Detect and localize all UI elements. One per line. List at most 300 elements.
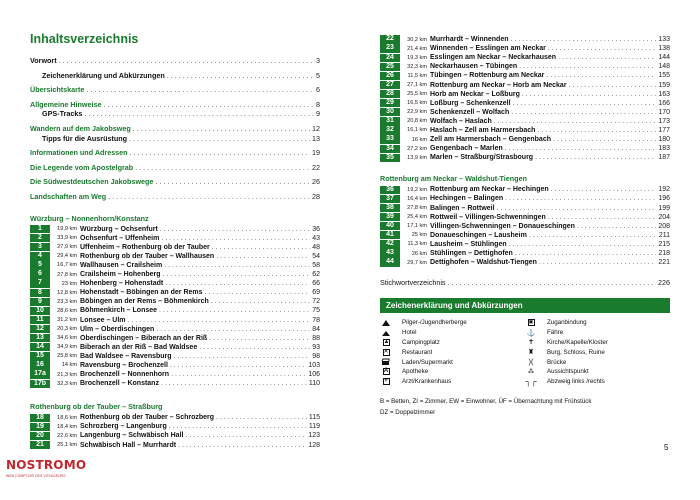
stage-number: 19 <box>30 423 50 431</box>
legend-item-label: Apotheke <box>402 368 429 376</box>
stage-row[interactable] <box>30 413 320 422</box>
stage-page: 43 <box>312 234 320 242</box>
stage-leader <box>159 307 310 314</box>
stage-page: 72 <box>312 298 320 306</box>
toc-entry[interactable] <box>30 192 320 202</box>
stage-row[interactable] <box>30 343 320 352</box>
stage-row[interactable] <box>380 194 670 203</box>
stage-leader <box>511 36 657 43</box>
pharmacy-icon: A <box>383 368 389 375</box>
legend-item <box>380 378 525 386</box>
stage-leader <box>211 298 310 305</box>
stage-distance: 27,2 km <box>407 145 427 152</box>
stage-distance: 34,6 km <box>57 335 77 342</box>
stage-route: Villingen-Schwenningen – Donaueschingen <box>430 222 575 230</box>
stage-route: Loßburg – Schenkenzell <box>430 99 511 107</box>
index-entry[interactable]: Stichwortverzeichnis . . . 226 <box>380 278 670 288</box>
legend-item <box>525 378 670 386</box>
toc-entry-label: Informationen und Adressen <box>30 148 128 158</box>
stage-row[interactable] <box>380 249 670 258</box>
stage-number: 24 <box>380 54 400 62</box>
stage-distance: 25,8 km <box>57 353 77 360</box>
stage-page: 123 <box>308 432 320 440</box>
stage-leader <box>161 235 310 242</box>
toc-entry-label: Vorwort <box>30 56 57 65</box>
stage-row[interactable] <box>380 35 670 44</box>
church-icon: ✝ <box>528 339 534 347</box>
legend-item <box>380 329 525 337</box>
legend-item <box>380 338 525 346</box>
stage-leader <box>539 259 656 266</box>
stage-distance: 29,4 km <box>57 253 77 260</box>
stage-distance: 23,3 km <box>57 298 77 305</box>
stage-leader <box>160 226 310 233</box>
stage-leader <box>548 214 657 221</box>
stage-distance: 33,9 km <box>57 235 77 242</box>
toc-leader <box>86 85 314 95</box>
stage-route: Oberdischingen – Biberach an der Riß <box>80 334 208 342</box>
stage-row[interactable] <box>380 258 670 267</box>
stage-route: Böbingen an der Rems – Böhmenkirch <box>80 298 209 306</box>
stage-page: 75 <box>312 307 320 315</box>
legend-item-label: Zuganbindung <box>547 319 587 327</box>
stage-leader <box>509 241 657 248</box>
stage-route: Ravensburg – Brochenzell <box>80 361 168 369</box>
stage-leader <box>169 423 307 430</box>
train-icon: ▣ <box>528 319 534 326</box>
stage-distance: 27,8 km <box>57 271 77 278</box>
stage-leader <box>164 262 310 269</box>
stage-leader <box>546 72 656 79</box>
stage-route: Stühlingen – Dettighofen <box>430 250 513 258</box>
stage-page: 133 <box>658 36 670 44</box>
stage-distance: 11,3 km <box>407 241 427 248</box>
stage-row[interactable] <box>380 144 670 153</box>
stage-row[interactable] <box>380 231 670 240</box>
toc-entry-page: 9 <box>316 109 320 119</box>
legend-notes <box>380 396 670 418</box>
toc-entry[interactable] <box>30 56 320 66</box>
stage-number: 20 <box>30 432 50 440</box>
stage-page: 98 <box>312 352 320 360</box>
stage-number: 2 <box>30 234 50 242</box>
stage-leader <box>205 289 311 296</box>
stage-number: 8 <box>30 289 50 297</box>
hotel-icon <box>380 329 392 337</box>
stage-number: 43 <box>380 249 400 257</box>
toc-entry[interactable] <box>30 109 320 119</box>
section-title-2: Rothenburg ob der Tauber – Straßburg <box>30 402 163 412</box>
stage-leader <box>529 232 657 239</box>
stage-row[interactable] <box>30 325 320 334</box>
stage-page: 36 <box>312 225 320 233</box>
stage-leader <box>185 432 306 439</box>
bridge-icon: )( <box>528 358 534 366</box>
stage-number: 3 <box>30 243 50 251</box>
toc-entry-label: Zeichenerklärung und Abkürzungen <box>42 70 165 80</box>
stage-leader <box>569 82 657 89</box>
stage-row[interactable] <box>30 306 320 315</box>
stage-row[interactable] <box>380 204 670 213</box>
stage-route: Brochenzell – Nonnenhorn <box>80 371 170 379</box>
stage-number: 40 <box>380 222 400 230</box>
stage-route: Esslingen am Neckar – Neckarhausen <box>430 54 557 62</box>
stage-row[interactable] <box>30 315 320 324</box>
stage-number: 17a <box>30 370 50 378</box>
toc-leader <box>84 109 314 119</box>
legend-item-label: Fähre <box>547 329 564 337</box>
stage-page: 170 <box>658 108 670 116</box>
stage-route: Böhmenkirch – Lonsee <box>80 307 158 315</box>
stage-row[interactable] <box>30 334 320 343</box>
toc-entry-label: Tipps für die Ausrüstung <box>42 133 128 143</box>
stage-route: Murrhardt – Winnenden <box>430 36 509 44</box>
right-column <box>380 35 670 418</box>
stage-distance: 13,9 km <box>407 154 427 161</box>
page-number: 5 <box>664 443 669 452</box>
stage-leader <box>170 362 306 369</box>
stage-route: Biberach an der Riß – Bad Waldsee <box>80 343 198 351</box>
legend-item <box>380 368 525 376</box>
stage-page: 66 <box>312 280 320 288</box>
stage-distance: 25,4 km <box>407 214 427 221</box>
stage-distance: 25,1 km <box>57 442 77 449</box>
stage-number: 16 <box>30 361 50 369</box>
turn-icon: ┐┌ <box>525 377 537 387</box>
stage-route: Rothenburg ob der Tauber – Schrozberg <box>80 414 215 422</box>
toc-leader <box>135 163 310 173</box>
stage-row[interactable] <box>380 53 670 62</box>
stage-page: 115 <box>308 414 320 422</box>
logo-word: NOSTROMO <box>6 458 87 472</box>
toc-entry[interactable] <box>30 71 320 81</box>
stage-number: 35 <box>380 154 400 162</box>
stage-distance: 31,2 km <box>57 317 77 324</box>
stage-number: 41 <box>380 231 400 239</box>
stage-route: Schrozberg – Langenburg <box>80 423 167 431</box>
toc-entry-page: 13 <box>312 133 320 143</box>
stage-row[interactable] <box>30 297 320 306</box>
stage-distance: 14 km <box>61 362 77 369</box>
toc-entry[interactable] <box>30 148 320 158</box>
stage-page: 138 <box>658 45 670 53</box>
campsite-icon: ▲ <box>383 338 390 345</box>
stage-route: Langenburg – Schwäbisch Hall <box>80 432 184 440</box>
stage-route: Winnenden – Esslingen am Neckar <box>430 45 546 53</box>
stage-distance: 27,9 km <box>57 244 77 251</box>
toc-entry[interactable] <box>30 134 320 144</box>
stage-route: Hohenstadt – Böbingen an der Rems <box>80 289 203 297</box>
legend-item-label: Laden/Supermarkt <box>402 358 453 366</box>
stage-row[interactable] <box>380 213 670 222</box>
legend-item <box>380 319 525 327</box>
toc-entry[interactable] <box>30 85 320 95</box>
stage-row[interactable] <box>30 431 320 440</box>
stage-leader <box>165 280 310 287</box>
viewpoint-icon: ⁂ <box>528 369 534 376</box>
stage-row[interactable] <box>30 270 320 279</box>
stage-distance: 30,2 km <box>407 36 427 43</box>
stage-leader <box>216 414 307 421</box>
legend-item <box>525 319 670 327</box>
stage-row[interactable] <box>380 71 670 80</box>
toc-entry-label: GPS-Tracks <box>42 109 83 119</box>
stage-route: Rothenburg ob der Tauber – Wallhausen <box>80 252 215 260</box>
stage-row[interactable] <box>30 225 320 234</box>
section-title-1: Würzburg – Nonnenhorn/Konstanz <box>30 213 149 223</box>
stage-number: 13 <box>30 334 50 342</box>
toc-entry-page: 12 <box>312 123 320 133</box>
stage-number: 21 <box>30 441 50 449</box>
stage-route: Rottenburg am Neckar – Horb am Neckar <box>430 81 567 89</box>
stage-row[interactable] <box>380 99 670 108</box>
stage-number: 33 <box>380 135 400 143</box>
stage-page: 163 <box>658 90 670 98</box>
stage-row[interactable] <box>380 153 670 162</box>
toc-leader <box>108 192 310 202</box>
toc-entry-label: Landschaften am Weg <box>30 191 107 201</box>
stage-row[interactable] <box>380 185 670 194</box>
stage-page: 144 <box>658 54 670 62</box>
legend-title: Zeichenerklärung und Abkürzungen <box>380 298 670 313</box>
stage-page: 69 <box>312 289 320 297</box>
toc-entry-page: 28 <box>312 191 320 201</box>
stage-number: 42 <box>380 240 400 248</box>
stage-number: 25 <box>380 63 400 71</box>
stage-leader <box>156 326 310 333</box>
stage-row[interactable] <box>30 352 320 361</box>
stage-number: 10 <box>30 307 50 315</box>
stage-leader <box>519 63 656 70</box>
hospital-icon: + <box>384 378 388 385</box>
stage-distance: 28,6 km <box>57 307 77 314</box>
stage-route: Ochsenfurt – Uffenheim <box>80 234 160 242</box>
stage-row[interactable] <box>380 117 670 126</box>
stage-distance: 25,5 km <box>407 91 427 98</box>
stage-number: 7 <box>30 279 50 287</box>
stage-distance: 20,3 km <box>57 326 77 333</box>
stage-row[interactable] <box>30 361 320 370</box>
stage-list-2a <box>30 413 320 449</box>
shop-icon <box>380 358 392 366</box>
stage-page: 119 <box>308 423 320 431</box>
castle-icon: ♜ <box>527 349 535 357</box>
stage-row[interactable] <box>380 44 670 53</box>
stage-leader <box>212 244 310 251</box>
stage-page: 192 <box>658 186 670 194</box>
toc-leader <box>104 100 315 110</box>
stage-leader <box>513 100 657 107</box>
section-title-3: Rottenburg am Neckar – Waldshut-Tiengen <box>380 174 527 184</box>
stage-distance: 21,4 km <box>407 45 427 52</box>
legend-item-label: Arzt/Krankenhaus <box>402 378 452 386</box>
stage-page: 148 <box>658 63 670 71</box>
stage-distance: 16,4 km <box>407 195 427 202</box>
stage-row[interactable] <box>30 422 320 431</box>
stage-route: Gengenbach – Marlen <box>430 145 503 153</box>
stage-row[interactable] <box>30 379 320 388</box>
stage-number: 14 <box>30 343 50 351</box>
toc-entry-label: Übersichtskarte <box>30 85 85 95</box>
stage-row[interactable] <box>380 80 670 89</box>
stage-route: Ulm – Oberdischingen <box>80 325 155 333</box>
stage-page: 166 <box>658 99 670 107</box>
stage-number: 23 <box>380 44 400 52</box>
stage-row[interactable] <box>380 222 670 231</box>
stage-page: 48 <box>312 243 320 251</box>
stage-row[interactable] <box>380 126 670 135</box>
stage-distance: 29,7 km <box>407 259 427 266</box>
legend-item-label: Pilger-/Jugendherberge <box>402 319 467 327</box>
legend-item-label: Brücke <box>547 358 567 366</box>
stage-number: 44 <box>380 258 400 266</box>
stage-distance: 27,8 km <box>407 205 427 212</box>
stage-row[interactable] <box>30 370 320 379</box>
stage-route: Wallhausen – Crailsheim <box>80 261 163 269</box>
stage-route: Wolfach – Haslach <box>430 117 492 125</box>
stage-row[interactable] <box>380 240 670 249</box>
stage-row[interactable] <box>380 90 670 99</box>
stage-leader <box>199 344 310 351</box>
stage-leader <box>505 145 657 152</box>
legend-item <box>525 329 670 337</box>
toc-entry[interactable] <box>30 124 320 134</box>
stage-page: 218 <box>658 250 670 258</box>
legend-item-label: Hotel <box>402 329 417 337</box>
stage-distance: 16,1 km <box>407 127 427 134</box>
stage-page: 110 <box>308 380 320 388</box>
stage-number: 22 <box>380 35 400 43</box>
stage-route: Tübingen – Rottenburg am Neckar <box>430 72 545 80</box>
stage-leader <box>178 442 306 449</box>
stage-distance: 16 km <box>411 136 427 143</box>
stage-number: 6 <box>30 270 50 278</box>
stage-leader <box>558 54 656 61</box>
stage-page: 215 <box>658 240 670 248</box>
toc-entry-page: 22 <box>312 162 320 172</box>
toc-entry[interactable] <box>30 177 320 187</box>
stage-leader <box>577 223 656 230</box>
stage-distance: 20,8 km <box>407 118 427 125</box>
stage-number: 36 <box>380 186 400 194</box>
stage-distance: 27,1 km <box>407 82 427 89</box>
toc-list <box>30 56 320 202</box>
toc-entry-label: Die Legende vom Apostelgrab <box>30 162 134 172</box>
stage-page: 103 <box>308 361 320 369</box>
stage-leader <box>515 250 656 257</box>
stage-page: 177 <box>658 126 670 134</box>
stage-distance: 19,9 km <box>57 226 77 233</box>
stage-route: Donaueschingen – Lausheim <box>430 231 527 239</box>
stage-row[interactable] <box>30 243 320 252</box>
stage-page: 196 <box>658 195 670 203</box>
stage-page: 211 <box>658 231 670 239</box>
stage-route: Würzburg – Ochsenfurt <box>80 225 158 233</box>
stage-page: 155 <box>658 72 670 80</box>
page-title: Inhaltsverzeichnis <box>30 32 139 46</box>
stage-number: 18 <box>30 414 50 422</box>
stage-number: 37 <box>380 195 400 203</box>
stage-list-3 <box>380 185 670 267</box>
stage-row[interactable] <box>30 261 320 270</box>
legend-item <box>525 358 670 366</box>
stage-route: Zell am Harmersbach – Gengenbach <box>430 136 551 144</box>
legend-item-label: Aussichtspunkt <box>547 368 589 376</box>
stage-route: Haslach – Zell am Harmersbach <box>430 126 536 134</box>
stage-number: 9 <box>30 298 50 306</box>
stage-number: 38 <box>380 204 400 212</box>
stage-route: Bad Waldsee – Ravensburg <box>80 352 172 360</box>
toc-entry-page: 6 <box>316 85 320 95</box>
stage-page: 159 <box>658 81 670 89</box>
stage-distance: 11,5 km <box>407 72 427 79</box>
stage-number: 27 <box>380 81 400 89</box>
stage-row[interactable] <box>30 234 320 243</box>
stage-row[interactable] <box>30 441 320 450</box>
ferry-icon: ⚓ <box>526 329 536 337</box>
stage-leader <box>163 271 311 278</box>
legend-item <box>525 368 670 376</box>
restaurant-icon: ✕ <box>383 348 389 355</box>
stage-row[interactable] <box>380 135 670 144</box>
stage-page: 199 <box>658 204 670 212</box>
stage-page: 84 <box>312 325 320 333</box>
stage-leader <box>548 45 656 52</box>
stage-route: Hohenberg – Hohenstadt <box>80 280 164 288</box>
stage-distance: 32,3 km <box>57 380 77 387</box>
left-column <box>30 32 320 450</box>
stage-list-1 <box>30 225 320 389</box>
stage-page: 128 <box>308 441 320 449</box>
stage-distance: 23 km <box>61 280 77 287</box>
stage-row[interactable] <box>380 62 670 71</box>
stage-route: Rottweil – Villingen-Schwenningen <box>430 213 546 221</box>
stage-leader <box>494 118 657 125</box>
toc-leader <box>133 124 310 134</box>
toc-entry[interactable] <box>30 100 320 110</box>
stage-number: 34 <box>380 145 400 153</box>
legend-note-1: B = Betten, ZI = Zimmer, EW = Einwohner, ÜF = Übernachtung mit Frühstück <box>380 397 592 405</box>
stage-leader <box>505 195 656 202</box>
stage-route: Lonsee – Ulm <box>80 316 126 324</box>
toc-entry[interactable] <box>30 163 320 173</box>
stage-row[interactable] <box>30 252 320 261</box>
legend-grid <box>380 319 670 386</box>
toc-entry-label: Die Südwestdeutschen Jakobswege <box>30 177 154 187</box>
legend-box <box>380 298 670 418</box>
stage-distance: 16,7 km <box>57 262 77 269</box>
stage-route: Schenkenzell – Wolfach <box>430 108 510 116</box>
stage-number: 17b <box>30 380 50 388</box>
stage-row[interactable] <box>30 288 320 297</box>
stage-distance: 16,5 km <box>407 100 427 107</box>
legend-note-2: DZ = Doppelzimmer <box>380 408 436 416</box>
stage-row[interactable] <box>380 108 670 117</box>
pilgrim-hostel-icon <box>380 319 392 327</box>
stage-route: Brochenzell – Konstanz <box>80 380 159 388</box>
stage-distance: 34,9 km <box>57 344 77 351</box>
stage-page: 204 <box>658 213 670 221</box>
stage-route: Marlen – Straßburg/Strasbourg <box>430 154 534 162</box>
stage-row[interactable] <box>30 279 320 288</box>
stage-number: 15 <box>30 352 50 360</box>
legend-item <box>380 348 525 356</box>
toc-leader <box>155 177 310 187</box>
stage-page: 88 <box>312 334 320 342</box>
stage-distance: 17,1 km <box>407 223 427 230</box>
toc-entry-page: 19 <box>312 148 320 158</box>
stage-distance: 32,3 km <box>407 63 427 70</box>
